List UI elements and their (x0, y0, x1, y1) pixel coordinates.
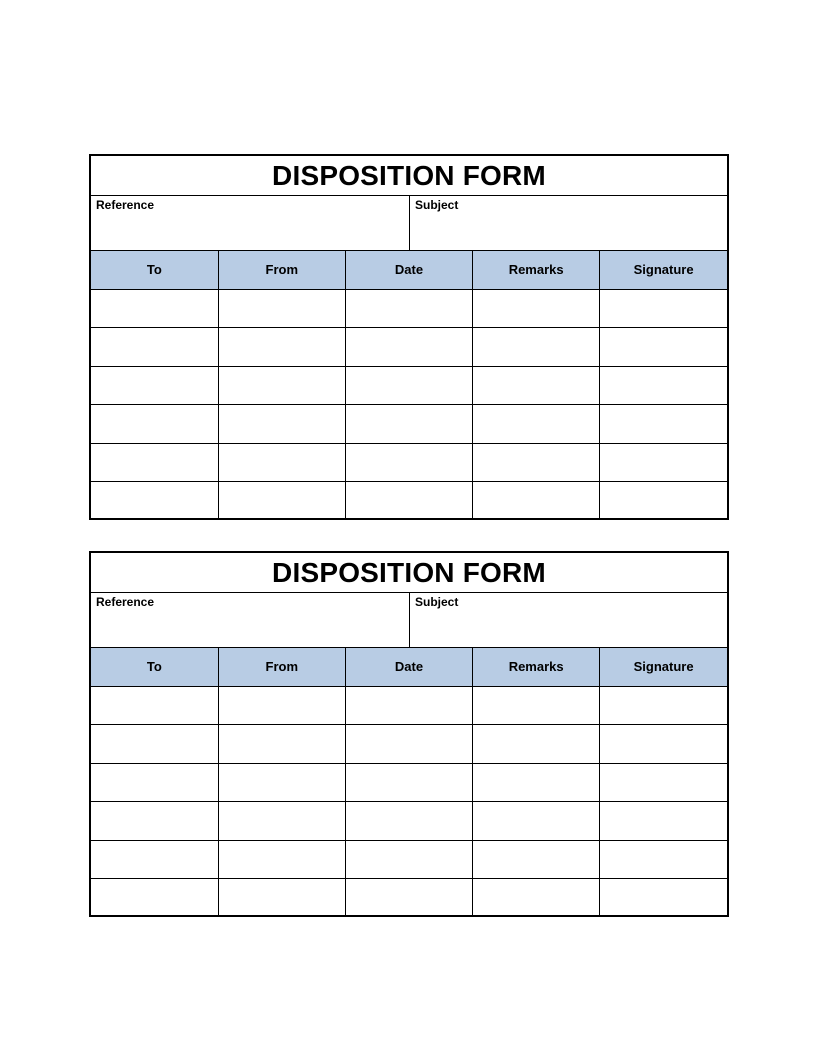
cell-signature[interactable] (600, 840, 727, 879)
cell-remarks[interactable] (473, 725, 600, 764)
column-header-date: Date (345, 251, 472, 289)
column-header-from: From (218, 648, 345, 686)
disposition-form-2 (89, 551, 729, 917)
table-row (91, 725, 727, 764)
table-row (91, 879, 727, 918)
cell-to[interactable] (91, 289, 218, 328)
cell-signature[interactable] (600, 802, 727, 841)
cell-from[interactable] (218, 763, 345, 802)
cell-from[interactable] (218, 686, 345, 725)
cell-remarks[interactable] (473, 443, 600, 482)
table-row (91, 802, 727, 841)
cell-signature[interactable] (600, 686, 727, 725)
reference-field[interactable] (91, 196, 410, 250)
column-header-remarks: Remarks (473, 648, 600, 686)
cell-from[interactable] (218, 879, 345, 918)
cell-to[interactable] (91, 879, 218, 918)
meta-row (91, 593, 727, 648)
form-title: DISPOSITION FORM (91, 156, 727, 196)
cell-remarks[interactable] (473, 289, 600, 328)
column-header-to: To (91, 648, 218, 686)
cell-remarks[interactable] (473, 802, 600, 841)
cell-remarks[interactable] (473, 686, 600, 725)
cell-date[interactable] (345, 366, 472, 405)
table-row (91, 289, 727, 328)
column-header-remarks: Remarks (473, 251, 600, 289)
cell-signature[interactable] (600, 879, 727, 918)
cell-to[interactable] (91, 366, 218, 405)
cell-remarks[interactable] (473, 405, 600, 444)
routing-table (91, 648, 727, 917)
cell-signature[interactable] (600, 443, 727, 482)
column-header-signature: Signature (600, 648, 727, 686)
cell-date[interactable] (345, 443, 472, 482)
table-row (91, 686, 727, 725)
reference-label: Reference (96, 595, 155, 609)
cell-remarks[interactable] (473, 763, 600, 802)
cell-remarks[interactable] (473, 840, 600, 879)
subject-field[interactable] (410, 593, 727, 647)
cell-to[interactable] (91, 405, 218, 444)
cell-remarks[interactable] (473, 366, 600, 405)
cell-signature[interactable] (600, 328, 727, 367)
cell-date[interactable] (345, 289, 472, 328)
cell-from[interactable] (218, 725, 345, 764)
cell-remarks[interactable] (473, 879, 600, 918)
table-header-row (91, 251, 727, 289)
cell-from[interactable] (218, 405, 345, 444)
cell-from[interactable] (218, 443, 345, 482)
cell-signature[interactable] (600, 289, 727, 328)
cell-signature[interactable] (600, 366, 727, 405)
subject-field[interactable] (410, 196, 727, 250)
cell-to[interactable] (91, 482, 218, 521)
table-row (91, 443, 727, 482)
cell-date[interactable] (345, 879, 472, 918)
cell-date[interactable] (345, 840, 472, 879)
cell-date[interactable] (345, 328, 472, 367)
cell-from[interactable] (218, 802, 345, 841)
cell-date[interactable] (345, 802, 472, 841)
cell-to[interactable] (91, 686, 218, 725)
cell-to[interactable] (91, 443, 218, 482)
reference-field[interactable] (91, 593, 410, 647)
cell-date[interactable] (345, 763, 472, 802)
cell-from[interactable] (218, 482, 345, 521)
meta-row (91, 196, 727, 251)
subject-label: Subject (415, 198, 459, 212)
cell-from[interactable] (218, 366, 345, 405)
cell-date[interactable] (345, 725, 472, 764)
cell-date[interactable] (345, 482, 472, 521)
table-row (91, 763, 727, 802)
cell-date[interactable] (345, 686, 472, 725)
cell-from[interactable] (218, 328, 345, 367)
cell-to[interactable] (91, 840, 218, 879)
cell-remarks[interactable] (473, 482, 600, 521)
cell-from[interactable] (218, 289, 345, 328)
cell-to[interactable] (91, 763, 218, 802)
table-row (91, 366, 727, 405)
column-header-to: To (91, 251, 218, 289)
cell-to[interactable] (91, 802, 218, 841)
cell-to[interactable] (91, 725, 218, 764)
table-row (91, 840, 727, 879)
cell-signature[interactable] (600, 405, 727, 444)
reference-label: Reference (96, 198, 155, 212)
cell-remarks[interactable] (473, 328, 600, 367)
table-row (91, 405, 727, 444)
cell-signature[interactable] (600, 482, 727, 521)
cell-from[interactable] (218, 840, 345, 879)
column-header-date: Date (345, 648, 472, 686)
cell-signature[interactable] (600, 725, 727, 764)
table-header-row (91, 648, 727, 686)
disposition-form-1 (89, 154, 729, 520)
cell-date[interactable] (345, 405, 472, 444)
column-header-signature: Signature (600, 251, 727, 289)
cell-to[interactable] (91, 328, 218, 367)
form-title: DISPOSITION FORM (91, 553, 727, 593)
subject-label: Subject (415, 595, 459, 609)
routing-table (91, 251, 727, 520)
cell-signature[interactable] (600, 763, 727, 802)
table-row (91, 328, 727, 367)
table-row (91, 482, 727, 521)
column-header-from: From (218, 251, 345, 289)
